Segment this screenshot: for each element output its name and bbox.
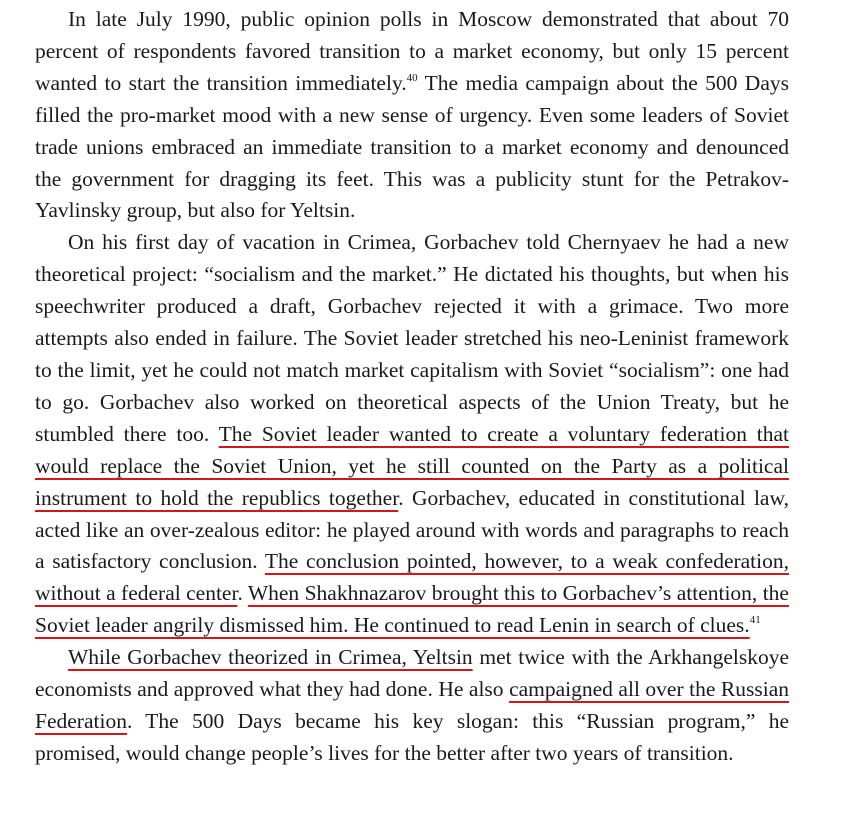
underlined-passage: The Soviet leader wanted to create a voluntary federation that would replace the Soviet Union, yet he still counted on the Party as a political instrument to hold the republics together xyxy=(35,421,790,510)
underlined-passage: campaigned all over the Russian Federation xyxy=(35,677,790,733)
text-run: The media campaign about the 500 Days filled the pro-market mood with a new sense of urgency. Even some leaders of Soviet trade unions embraced an immediate transition to a market economy and denounced the government for dragging its feet. This was a publicity stunt for the Petrakov-Yavlinsky group, but also for Yeltsin. xyxy=(35,70,789,223)
body-paragraph xyxy=(35,4,789,227)
footnote-reference: 40 xyxy=(406,71,418,84)
underlined-passage: The conclusion pointed, however, to a weak confederation, without a federal center xyxy=(35,549,790,606)
body-paragraph xyxy=(35,642,789,770)
footnote-reference: 41 xyxy=(749,614,761,627)
body-paragraph xyxy=(35,227,789,642)
text-run: . xyxy=(237,581,248,606)
text-run: . Gorbachev, educated in constitutional law, acted like an over-zealous editor: he played around with words and paragraphs to reach a satisfactory conclusion. xyxy=(35,485,789,574)
underlined-passage: When Shakhnazarov brought this to Gorbachev’s attention, the Soviet leader angrily dismissed him. He continued to read Lenin in search of clues. xyxy=(35,581,789,638)
text-run: On his first day of vacation in Crimea, Gorbachev told Chernyaev he had a new theoretical project: “socialism and the market.” He dictated his thoughts, but when his speechwriter produced a draft, Gorbachev rejected it with a grimace. Two more attempts also ended in failure. The Soviet leader stretched his neo-Leninist framework to the limit, yet he could not match market capitalism with Soviet “socialism”: one had to go. Gorbachev also worked on theoretical aspects of the Union Treaty, but he stumbled there too. xyxy=(35,230,789,446)
book-page xyxy=(35,4,789,770)
text-run: In late July 1990, public opinion polls in Moscow demonstrated that about 70 percent of respondents favored transition to a market economy, but only 15 percent wanted to start the transition immediately. xyxy=(35,7,789,95)
underlined-passage: While Gorbachev theorized in Crimea, Yeltsin xyxy=(68,645,473,670)
text-run: . The 500 Days became his key slogan: this “Russian program,” he promised, would change people’s lives for the better after two years of transition. xyxy=(35,708,789,765)
text-run: met twice with the Arkhangelskoye economists and approved what they had done. He also xyxy=(35,645,789,702)
